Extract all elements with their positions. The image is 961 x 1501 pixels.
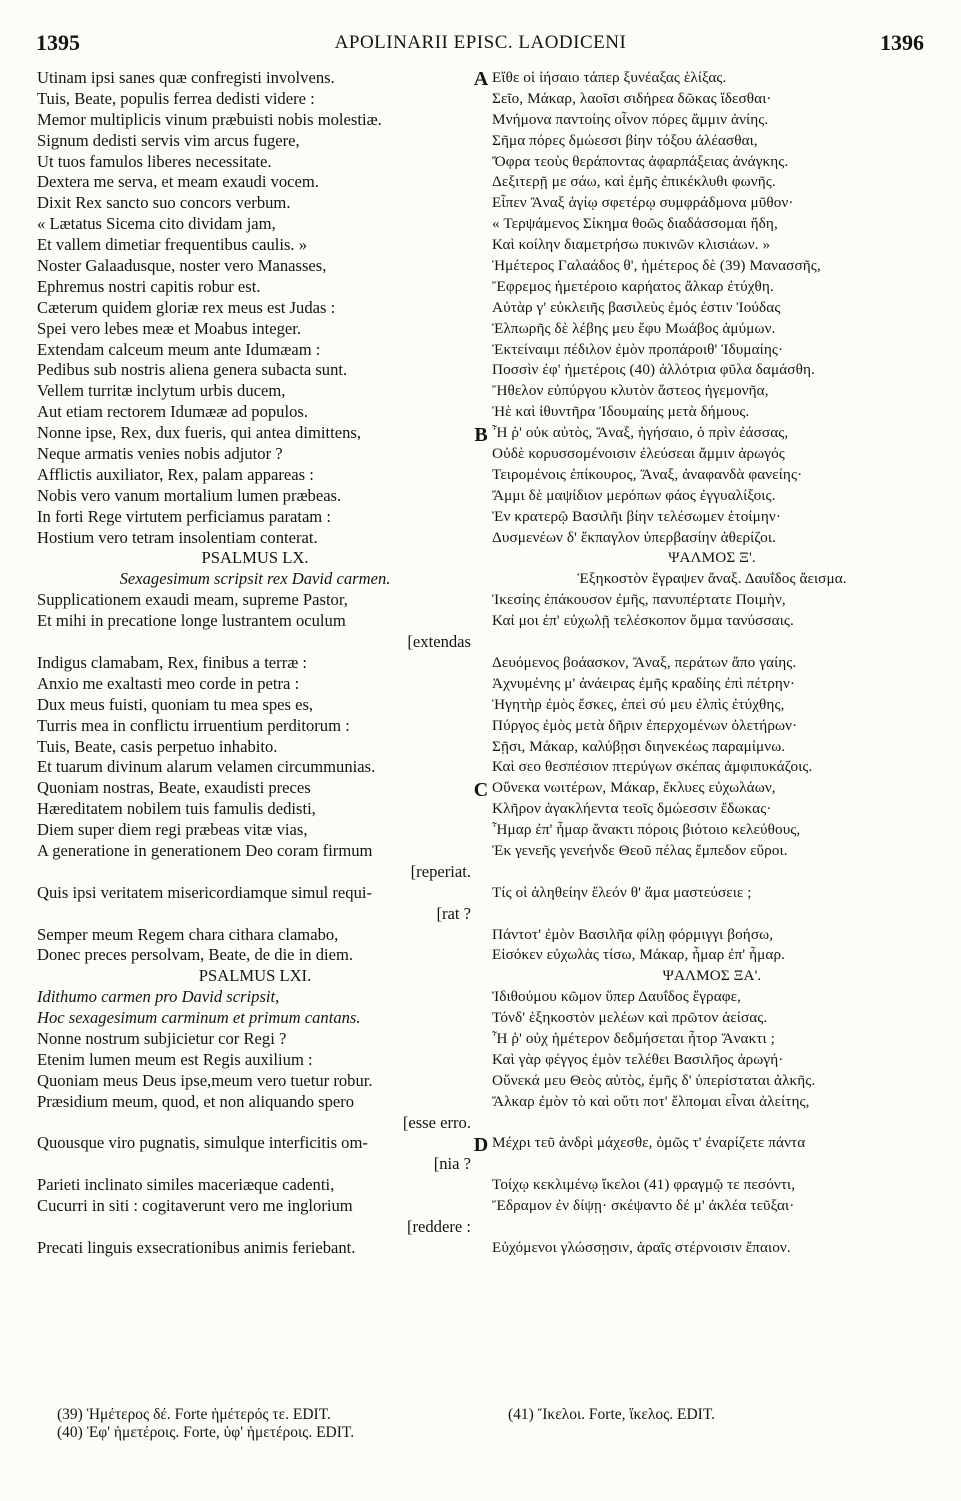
running-title: APOLINARII EPISC. LAODICENI [334, 32, 627, 53]
greek-column [492, 68, 932, 1259]
greek-verse-line: Ἔφρεμος ἡμετέροιο καρήατος ἄλκαρ ἐτύχθη. [492, 277, 774, 295]
latin-verse-line: Noster Galaadusque, noster vero Manasses, [37, 256, 327, 276]
latin-verse-line: Aut etiam rectorem Idumææ ad populos. [37, 402, 308, 422]
latin-verse-line: Spei vero lebes meæ et Moabus integer. [37, 318, 302, 338]
latin-verse-line: Quoniam nostras, Beate, exaudisti preces [37, 778, 311, 798]
latin-verse-line: Et mihi in precatione longe lustrantem oculum [37, 611, 346, 631]
greek-verse-line: Ὄφρα τεοὺς θεράποντας ἀφαρπάξειας ἀνάγκης. [492, 152, 789, 170]
latin-column [37, 68, 473, 1259]
latin-verse-line: Cucurri in siti : cogitaverunt vero me inglorium [37, 1196, 353, 1216]
latin-verse-line: Vellem turritæ inclytum urbis ducem, [37, 381, 286, 401]
greek-verse-line: Δευόμενος βοάασκον, Ἄναξ, περάτων ἄπο γαίης. [492, 653, 797, 671]
footnote-39: (39) Ἡμέτερος δέ. Forte ἡμέτερός τε. EDIT. [57, 1406, 331, 1423]
latin-verse-line: PSALMUS LXI. [198, 966, 312, 986]
greek-verse-line: Δεξιτερῇ με σάω, καὶ ἐμῆς ἐπικέκλυθι φωνῆς. [492, 173, 776, 191]
latin-verse-line: Hoc sexagesimum carminum et primum cantans. [37, 1008, 361, 1028]
margin-marker-b: B [474, 424, 488, 446]
greek-verse-line [492, 1154, 932, 1175]
latin-verse-line: « Lætatus Sicema cito dividam jam, [37, 214, 276, 234]
latin-verse-line: Turris mea in conflictu irruentium perditorum : [37, 715, 350, 735]
latin-verse-line: Tuis, Beate, casis perpetuo inhabito. [37, 736, 278, 756]
greek-verse-line: Καί μοι ἐπ' εὐχωλῇ τελέσκοπον ὄμμα τανύσσαις. [492, 612, 794, 630]
latin-verse-line: [nia ? [433, 1154, 471, 1174]
latin-verse-line: Quis ipsi veritatem misericordiamque simul requi- [37, 882, 373, 902]
footnotes-left [57, 1406, 477, 1442]
greek-verse-line: Εἰσόκεν εὐχωλὰς τίσω, Μάκαρ, ἦμαρ ἐπ' ἦμαρ. [492, 946, 786, 964]
greek-verse-line: Σῇσι, Μάκαρ, καλύβῃσι διηνεκέως παραμίμνω. [492, 737, 786, 755]
latin-verse-line: [esse erro. [402, 1112, 471, 1132]
latin-verse-line: Et tuarum divinum alarum velamen circummunias. [37, 757, 376, 777]
greek-verse-line: Ἔδραμον ἐν δίψῃ· σκέψαντο δέ μ' ἀκλέα τεῦξαι· [492, 1197, 795, 1215]
greek-verse-line: Μνήμονα παντοίης οἶνον πόρες ἄμμιν ἀνίης. [492, 110, 769, 128]
latin-verse-line: In forti Rege virtutem perficiamus paratam : [37, 506, 331, 526]
greek-verse-line: Ἦ ῥ' οὐχ ἡμέτερον δεδμήσεται ἦτορ Ἄνακτι ; [492, 1029, 775, 1047]
latin-verse-line: Donec preces persolvam, Beate, de die in diem. [37, 945, 354, 965]
greek-verse-line: Ἐλπωρῆς δὲ λέβης μευ ἔφυ Μωάβος ἀμύμων. [492, 319, 776, 337]
greek-verse-line: Ἐκ γενεῆς γενεήνδε Θεοῦ πέλας ἔμπεδον εὕροι. [492, 841, 788, 859]
latin-verse-line: Dextera me serva, et meam exaudi vocem. [37, 172, 319, 192]
footnotes-right [508, 1406, 928, 1424]
greek-verse-line: Ἑξηκοστὸν ἔγραψεν ἄναξ. Δαυΐδος ἄεισμα. [577, 570, 847, 588]
latin-verse-line: Indigus clamabam, Rex, finibus a terræ : [37, 652, 308, 672]
footnote-40: (40) Ἐφ' ἡμετέροις. Forte, ὑφ' ἡμετέροις. EDIT. [57, 1424, 355, 1441]
greek-verse-line: Ἀχνυμένης μ' ἀνάειρας ἐμῆς κραδίης ἐπὶ πέτρην· [492, 674, 796, 692]
greek-verse-line: Ἄλκαρ ἐμὸν τὸ καὶ οὔτι ποτ' ἔλπομαι εἶναι ἀλείτης, [492, 1092, 810, 1110]
greek-verse-line: Εἶπεν Ἄναξ ἁγίῳ σφετέρῳ συμφράδμονα μῦθον· [492, 194, 794, 212]
latin-verse-line: [reperiat. [410, 861, 471, 881]
latin-verse-line: Precati linguis exsecrationibus animis feriebant. [37, 1237, 356, 1257]
greek-verse-line: Αὐτὰρ γ' εὐκλειῆς βασιλεὺς ἐμός ἐστιν Ἰούδας [492, 298, 781, 316]
greek-verse-line: Ἐκτείναιμι πέδιλον ἐμὸν προπάροιθ' Ἰδυμαίης· [492, 340, 784, 358]
latin-verse-line: Nonne nostrum subjicietur cor Regi ? [37, 1028, 287, 1048]
greek-verse-line: Οὕνεκα νωιτέρων, Μάκαρ, ἔκλυες εὐχωλάων, [492, 779, 776, 797]
latin-verse-line: Supplicationem exaudi meam, supreme Pastor, [37, 590, 348, 610]
latin-verse-line: Hostium vero tetram insolentiam conterat. [37, 527, 318, 547]
latin-verse-line: Hæreditatem nobilem tuis famulis dedisti, [37, 799, 316, 819]
latin-verse-line: [rat ? [436, 903, 471, 923]
latin-verse-line: Afflictis auxiliator, Rex, palam appareas : [37, 464, 314, 484]
latin-verse-line: Memor multiplicis vinum præbuisti nobis molestiæ. [37, 109, 382, 129]
page-number-left: 1395 [36, 30, 80, 55]
margin-marker-a: A [473, 68, 489, 90]
latin-verse-line: Ephremus nostri capitis robur est. [37, 276, 261, 296]
greek-verse-line: Δυσμενέων δ' ἔκπαγλον ὑπερβασίην ἀθερίζοι. [492, 528, 776, 546]
greek-verse-line: Ἐν κρατερῷ Βασιλῆι βίην τελέσωμεν ἑτοίμην· [492, 507, 781, 525]
latin-verse-line: Præsidium meum, quod, et non aliquando spero [37, 1091, 355, 1111]
greek-verse-line: Ἤθελον εὐπύργου κλυτὸν ἄστεος ἡγεμονῆα, [492, 382, 769, 400]
greek-verse-line: Τόνδ' ἑξηκοστὸν μελέων καὶ πρῶτον ἀείσας. [492, 1009, 768, 1027]
latin-verse-line: [reddere : [406, 1216, 471, 1236]
latin-verse-line: Ut tuos famulos liberes necessitate. [37, 151, 272, 171]
greek-verse-line: Ἰδιθούμου κῶμον ὕπερ Δαυΐδος ἔγραφε, [492, 988, 742, 1006]
greek-verse-line [492, 862, 932, 883]
greek-verse-line: Ἦμαρ ἐπ' ἦμαρ ἄνακτι πόροις βιότοιο κελεύθους, [492, 821, 801, 839]
greek-verse-line: Οὐδὲ κορυσσομένοισιν ἐλεύσεαι ἄμμιν ἀρωγός [492, 445, 785, 463]
greek-verse-line: Ἡμέτερος Γαλαάδος θ', ἡμέτερος δὲ (39) Μανασσῆς, [492, 257, 821, 275]
greek-verse-line: Καὶ γὰρ φέγγος ἐμὸν τελέθει Βασιλῆος ἀρωγή· [492, 1050, 784, 1068]
greek-verse-line: ΨΑΛΜΟΣ ΞΑ'. [662, 967, 762, 985]
greek-verse-line: Τοίχῳ κεκλιμένῳ ἴκελοι (41) φραγμῷ τε πεσόντι, [492, 1176, 796, 1194]
latin-verse-line: Nonne ipse, Rex, dux fueris, qui antea dimittens, [37, 423, 361, 443]
greek-verse-line [492, 904, 932, 925]
margin-marker-c: C [473, 779, 489, 801]
greek-verse-line: Ποσσὶν ἐφ' ἡμετέροις (40) ἀλλότρια φῦλα δαμάσθη. [492, 361, 815, 379]
latin-verse-line: Semper meum Regem chara cithara clamabo, [37, 924, 339, 944]
latin-verse-line: Cæterum quidem gloriæ rex meus est Judas : [37, 297, 336, 317]
latin-verse-line: Signum dedisti servis vim arcus fugere, [37, 130, 300, 150]
latin-verse-line: Pedibus sub nostris aliena genera subacta sunt. [37, 360, 348, 380]
latin-verse-line: Idithumo carmen pro David scripsit, [37, 987, 280, 1007]
greek-verse-line: Εἴθε οἱ ἰήσαιο τάπερ ξυνέαξας ἑλίξας. [492, 69, 727, 86]
latin-verse-line: Extendam calceum meum ante Idumæam : [37, 339, 321, 359]
greek-verse-line: « Τερψάμενος Σίκημα θοῶς διαδάσσομαι ἤδη, [492, 215, 778, 233]
greek-verse-line: Κλῆρον ἀγακλήεντα τεοῖς δμώεσσιν ἔδωκας· [492, 800, 772, 818]
latin-verse-line: Et vallem dimetiar frequentibus caulis. » [37, 235, 308, 255]
greek-verse-line: Οὕνεκά μευ Θεὸς αὐτὸς, ἐμῆς δ' ὑπερίσταται ἀλκῆς. [492, 1071, 816, 1089]
latin-verse-line: A generatione in generationem Deo coram firmum [37, 840, 373, 860]
greek-verse-line: Εὐχόμενοι γλώσσῃσιν, ἀραῖς στέρνοισιν ἔπαιον. [492, 1238, 791, 1256]
latin-verse-line: Diem super diem regi præbeas vitæ vias, [37, 820, 308, 840]
greek-verse-line: Πάντοτ' ἐμὸν Βασιλῆα φίλῃ φόρμιγγι βοήσω, [492, 925, 774, 943]
latin-verse-line: Dux meus fuisti, quoniam tu mea spes es, [37, 694, 314, 714]
greek-verse-line: Πύργος ἐμὸς μετὰ δῆριν ἐπερχομένων ὀλετήρων· [492, 716, 798, 734]
latin-verse-line: PSALMUS LX. [201, 548, 309, 568]
latin-verse-line: Nobis vero vanum mortalium lumen præbeas. [37, 485, 342, 505]
greek-verse-line: Ἄμμι δὲ μαψίδιον μερόπων φάος ἐγγυαλίξοις. [492, 486, 776, 504]
greek-verse-line: Καὶ κοίλην διαμετρήσω πυκινῶν κλισιάων. » [492, 236, 771, 254]
greek-verse-line: ΨΑΛΜΟΣ Ξ'. [668, 549, 756, 567]
latin-verse-line: Utinam ipsi sanes quæ confregisti involvens. [37, 68, 335, 87]
latin-verse-line: Parieti inclinato similes maceriæque cadenti, [37, 1175, 335, 1195]
greek-verse-line: Καὶ σεο θεσπέσιον πτερύγων σκέπας ἀμφιπυκάζοις. [492, 758, 813, 776]
greek-verse-line: Ἠὲ καὶ ἰθυντῆρα Ἰδουμαίης μετὰ δήμους. [492, 403, 750, 421]
greek-verse-line: Τειρομένοις ἐπίκουρος, Ἄναξ, ἀναφανδὰ φανείης· [492, 465, 803, 483]
page-number-right: 1396 [880, 30, 924, 55]
latin-verse-line: Etenim lumen meum est Regis auxilium : [37, 1049, 313, 1069]
latin-verse-line: Tuis, Beate, populis ferrea dedisti videre : [37, 88, 315, 108]
greek-verse-line [492, 1113, 932, 1134]
greek-verse-line: Ἦ ῥ' οὐκ αὐτὸς, Ἄναξ, ἡγήσαιο, ὁ πρὶν ἐάσσας, [492, 424, 789, 442]
latin-verse-line: Quoniam meus Deus ipse,meum vero tuetur robur. [37, 1070, 373, 1090]
greek-verse-line: Σῆμα πόρες δμώεσσι βίην τόξου ἀλέασθαι, [492, 131, 758, 149]
greek-verse-line: Ἱκεσίης ἐπάκουσον ἐμῆς, πανυπέρτατε Ποιμὴν, [492, 591, 786, 609]
latin-verse-line: Dixit Rex sancto suo concors verbum. [37, 193, 291, 213]
greek-verse-line: Τίς οἱ ἀληθείην ἔλεόν θ' ἅμα μαστεύσειε ; [492, 883, 752, 901]
greek-verse-line [492, 1217, 932, 1238]
greek-verse-line: Μέχρι τεῦ ἀνδρὶ μάχεσθε, ὁμῶς τ' ἐναρίζετε πάντα [492, 1134, 806, 1152]
footnote-41: (41) Ἴκελοι. Forte, ἴκελος. EDIT. [508, 1406, 716, 1423]
latin-verse-line: Sexagesimum scripsit rex David carmen. [119, 569, 391, 589]
latin-verse-line: [extendas [407, 632, 471, 652]
latin-verse-line: Quousque viro pugnatis, simulque interficitis om- [37, 1133, 368, 1153]
margin-marker-d: D [473, 1134, 489, 1156]
latin-verse-line: Neque armatis venies nobis adjutor ? [37, 444, 283, 464]
latin-verse-line: Anxio me exaltasti meo corde in petra : [37, 673, 300, 693]
greek-verse-line [492, 632, 932, 653]
greek-verse-line: Σεῖο, Μάκαρ, λαοῖσι σιδήρεα δῶκας ἴδεσθαι· [492, 89, 772, 107]
page-header [0, 30, 961, 64]
greek-verse-line: Ἡγητὴρ ἐμὸς ἔσκες, ἐπεὶ σύ μευ ἐλπὶς ἐτύχθης, [492, 695, 785, 713]
